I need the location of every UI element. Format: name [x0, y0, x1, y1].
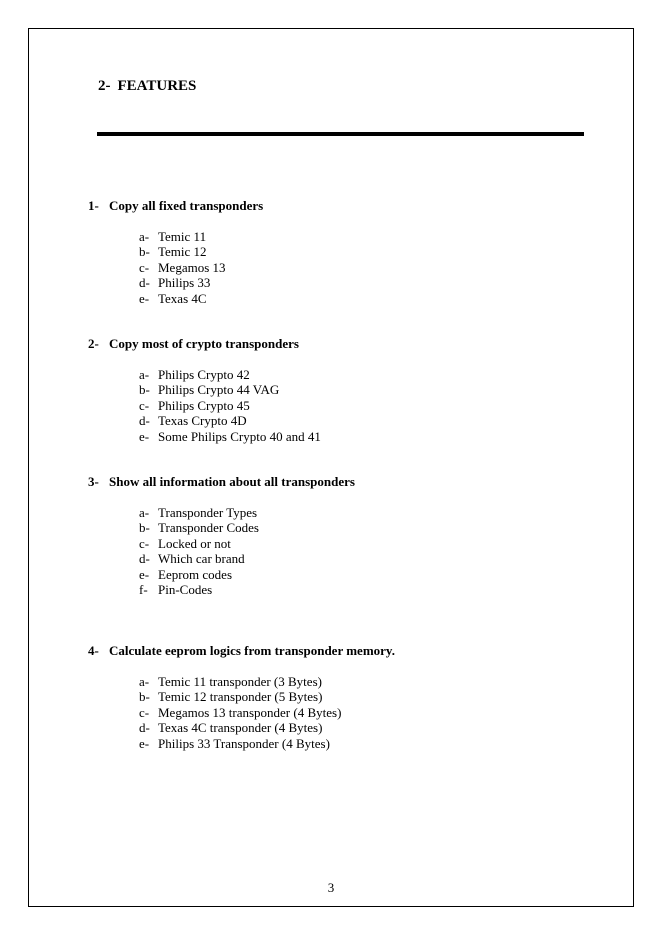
heading-rule	[97, 132, 584, 136]
item-text: Philips Crypto 44 VAG	[158, 382, 280, 398]
item-text: Texas 4C	[158, 290, 207, 306]
item-text: Pin-Codes	[158, 581, 213, 597]
item-letter: a-	[139, 367, 150, 382]
item-text: Temic 11 transponder (3 Bytes)	[158, 674, 322, 689]
item-text: Philips Crypto 42	[158, 367, 250, 382]
item-letter: b-	[139, 520, 150, 536]
item-text: Texas 4C transponder (4 Bytes)	[158, 720, 323, 736]
item-letter: e-	[139, 290, 150, 306]
item-text: Transponder Codes	[158, 520, 259, 536]
list-item	[139, 244, 608, 259]
heading-number: 2-	[98, 78, 111, 94]
page-border	[28, 28, 634, 907]
item-text: Some Philips Crypto 40 and 41	[158, 428, 321, 444]
item-text: Temic 11	[158, 229, 207, 244]
section-number: 2-	[88, 336, 99, 351]
item-letter: b-	[139, 382, 150, 398]
list-item	[139, 291, 608, 306]
list-item	[139, 720, 608, 735]
item-letter: c-	[139, 704, 150, 720]
item-letter: e-	[139, 735, 150, 751]
item-letter: a-	[139, 229, 150, 244]
item-text: Philips Crypto 45	[158, 397, 250, 413]
section-title-text: Calculate eeprom logics from transponder memory.	[109, 643, 395, 658]
list-item	[139, 520, 608, 535]
item-text: Locked or not	[158, 535, 231, 551]
list-item	[139, 398, 608, 413]
section-title-text: Copy most of crypto transponders	[109, 336, 299, 351]
section-title	[88, 643, 608, 659]
feature-section-3	[88, 474, 608, 597]
list-item	[139, 551, 608, 566]
item-letter: d-	[139, 720, 150, 736]
item-letter: f-	[139, 581, 148, 597]
item-text: Transponder Types	[158, 505, 258, 520]
section-number: 3-	[88, 474, 99, 489]
feature-section-2	[88, 336, 608, 444]
heading-title: FEATURES	[117, 78, 197, 94]
item-letter: a-	[139, 505, 150, 520]
feature-section-4	[88, 643, 608, 751]
item-letter: c-	[139, 535, 150, 551]
section-number: 1-	[88, 198, 99, 213]
section-title-text: Show all information about all transponders	[109, 474, 355, 489]
section-title	[88, 198, 608, 214]
list-item	[139, 382, 608, 397]
list-item	[139, 736, 608, 751]
section-title	[88, 336, 608, 352]
list-item	[139, 536, 608, 551]
item-letter: c-	[139, 259, 150, 275]
item-letter: c-	[139, 397, 150, 413]
item-letter: b-	[139, 244, 150, 260]
page-heading	[98, 78, 196, 95]
list-item	[139, 705, 608, 720]
item-letter: a-	[139, 674, 150, 689]
section-title	[88, 474, 608, 490]
item-text: Temic 12	[158, 244, 207, 260]
item-letter: d-	[139, 275, 150, 291]
list-item	[139, 413, 608, 428]
list-item	[139, 505, 608, 520]
list-item	[139, 275, 608, 290]
item-letter: e-	[139, 428, 150, 444]
list-item	[139, 229, 608, 244]
list-item	[139, 674, 608, 689]
item-text: Which car brand	[158, 551, 245, 567]
item-text: Megamos 13	[158, 259, 226, 275]
item-text: Megamos 13 transponder (4 Bytes)	[158, 704, 342, 720]
item-text: Philips 33 Transponder (4 Bytes)	[158, 735, 330, 751]
item-text: Temic 12 transponder (5 Bytes)	[158, 689, 323, 705]
feature-list	[139, 229, 608, 306]
section-number: 4-	[88, 643, 99, 658]
list-item	[139, 260, 608, 275]
item-letter: d-	[139, 551, 150, 567]
list-item	[139, 429, 608, 444]
feature-list	[139, 674, 608, 751]
feature-list	[139, 367, 608, 444]
item-text: Philips 33	[158, 275, 211, 291]
item-letter: b-	[139, 689, 150, 705]
list-item	[139, 367, 608, 382]
feature-section-1	[88, 198, 608, 306]
item-text: Eeprom codes	[158, 566, 233, 582]
section-title-text: Copy all fixed transponders	[109, 198, 264, 213]
item-text: Texas Crypto 4D	[158, 413, 247, 429]
list-item	[139, 582, 608, 597]
item-letter: e-	[139, 566, 150, 582]
list-item	[139, 567, 608, 582]
page-number: 3	[327, 880, 335, 895]
feature-list	[139, 505, 608, 597]
list-item	[139, 689, 608, 704]
item-letter: d-	[139, 413, 150, 429]
